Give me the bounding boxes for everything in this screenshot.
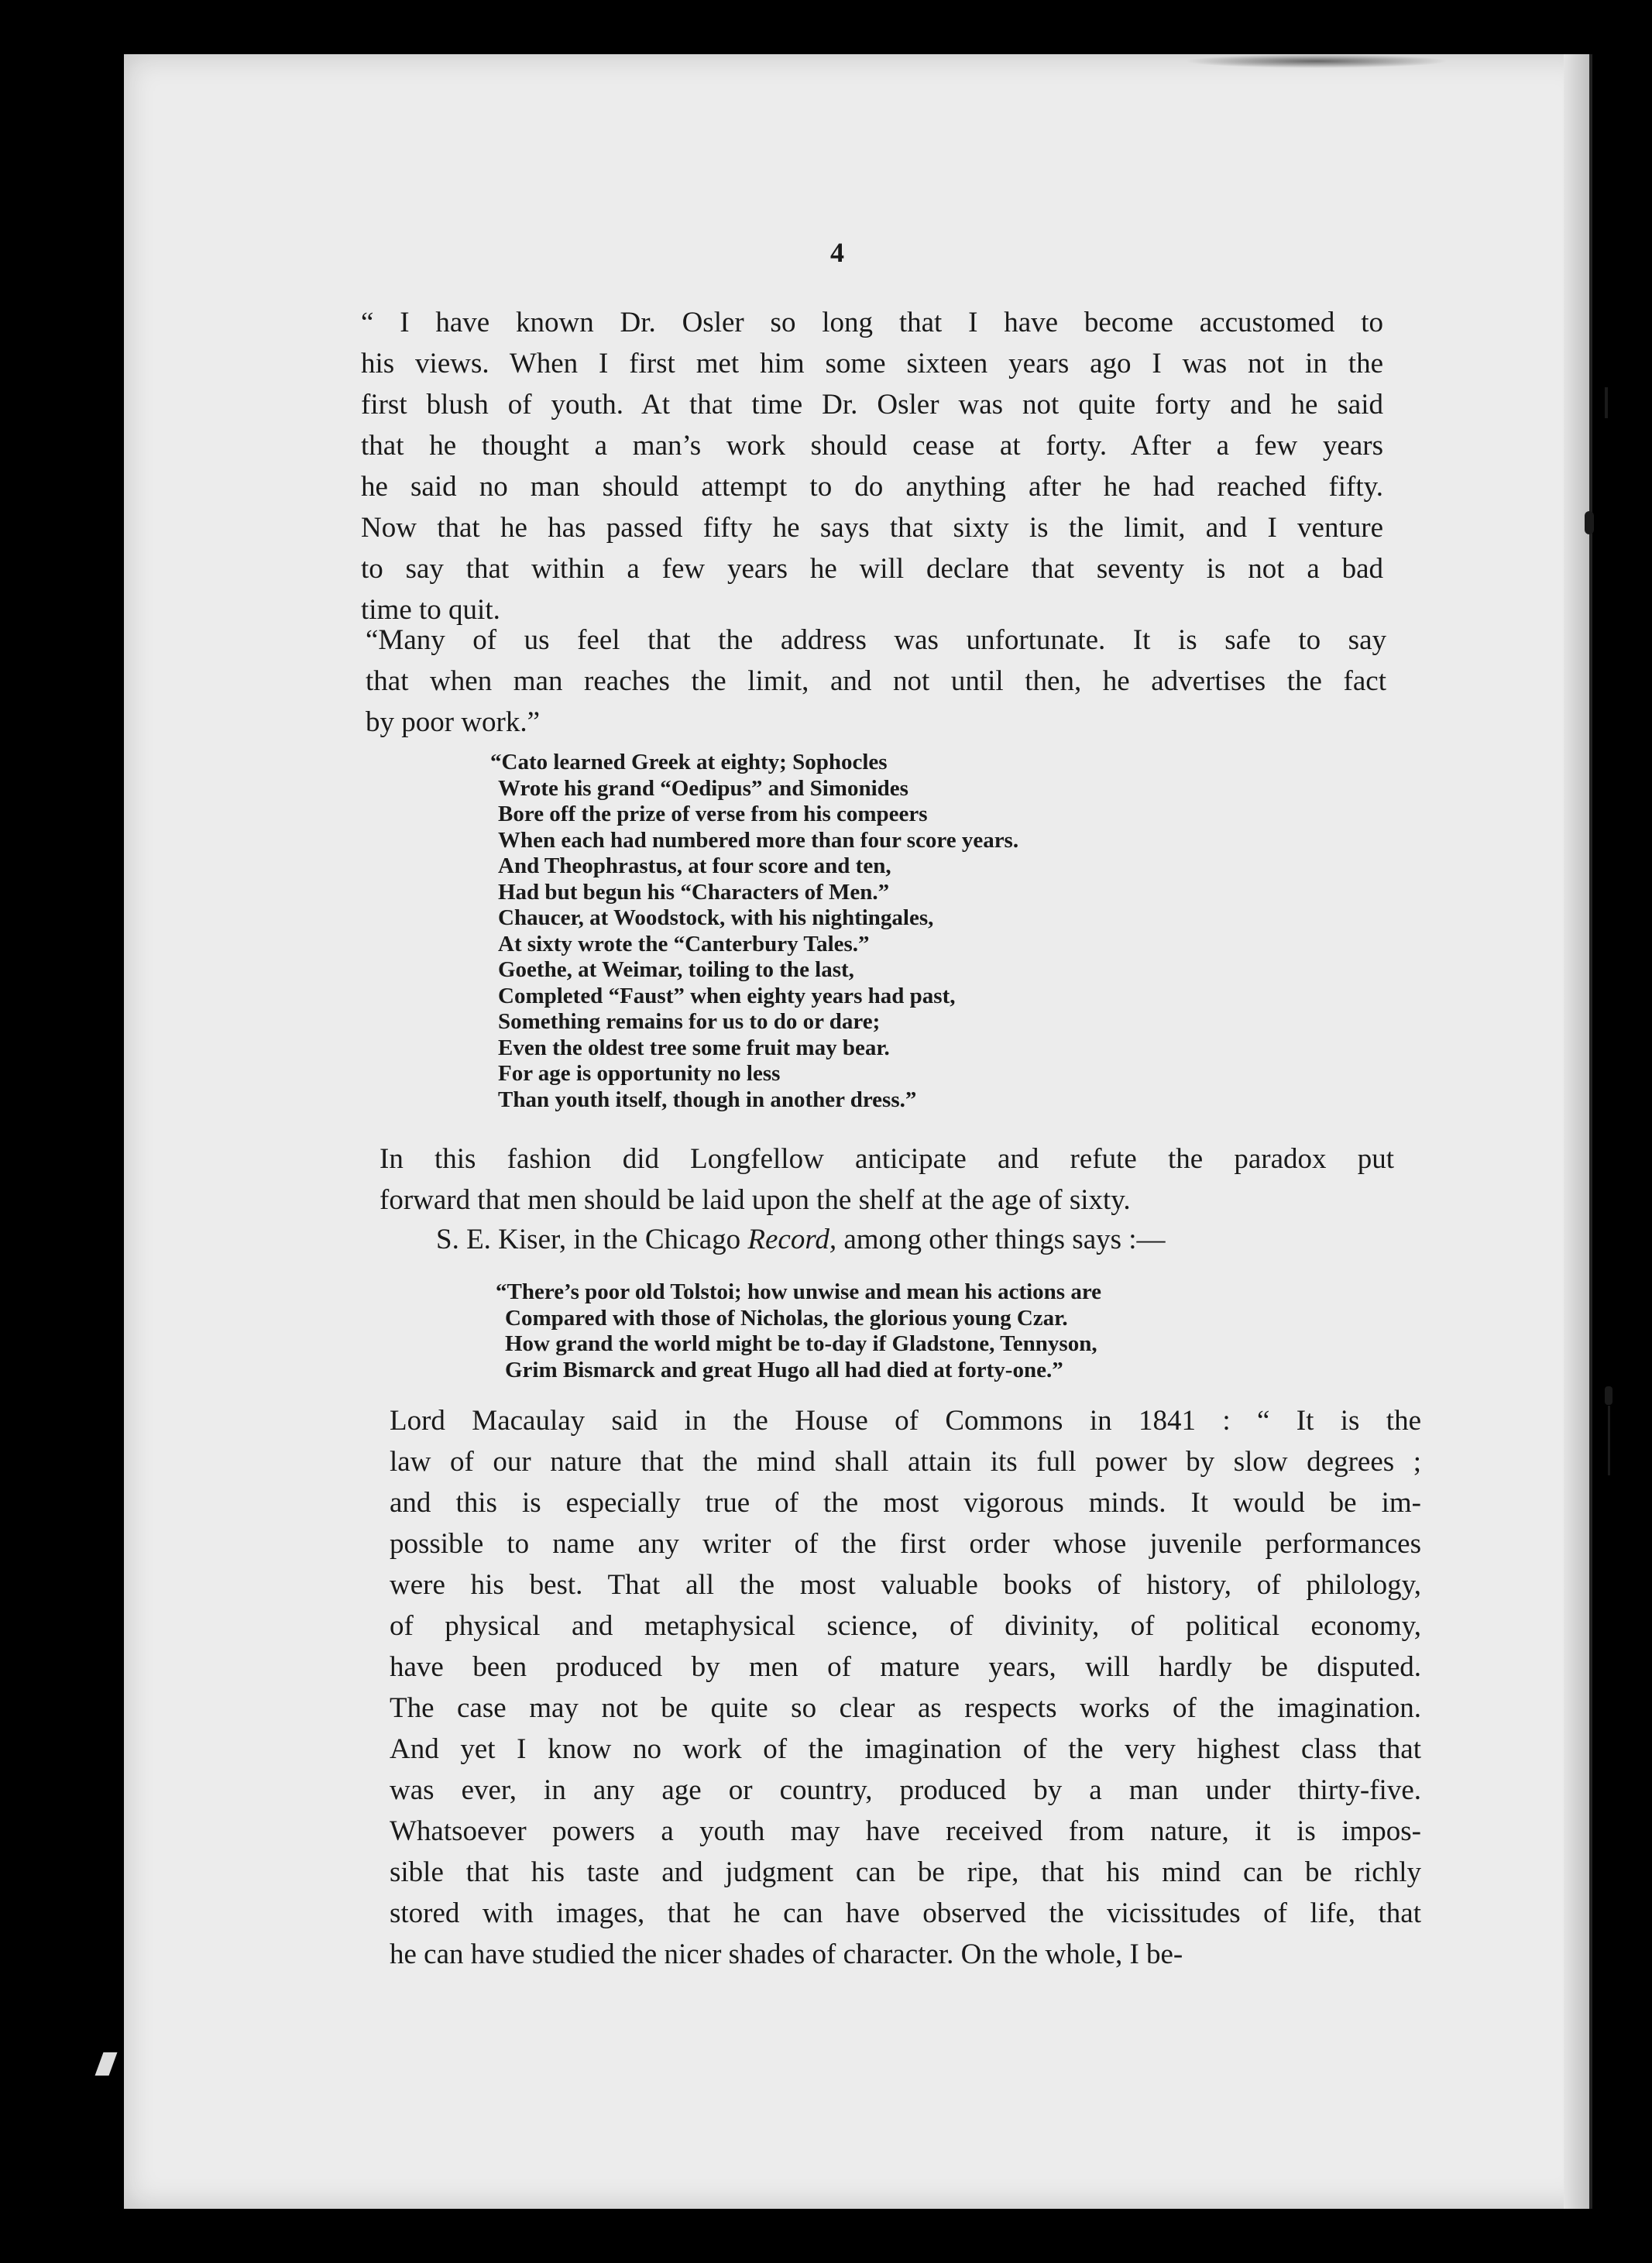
kiser-verse	[496, 1279, 1102, 1383]
verse-line: Compared with those of Nicholas, the glorious young Czar.	[505, 1305, 1068, 1331]
text-line: possible to name any writer of the first order whose juvenile performances	[390, 1528, 1421, 1560]
verse-line: At sixty wrote the “Canterbury Tales.”	[498, 931, 870, 956]
text-line: “ I have known Dr. Osler so long that I have become accustomed to	[361, 307, 1383, 338]
verse-line: When each had numbered more than four score years.	[498, 827, 1019, 853]
verse-line: Bore off the prize of verse from his compeers	[498, 802, 928, 826]
longfellow-paragraph	[380, 1138, 1394, 1221]
longfellow-verse	[490, 750, 1019, 1113]
verse-line: Wrote his grand “Oedipus” and Simonides	[498, 775, 908, 801]
text-line: “Many of us feel that the address was unfortunate. It is safe to say	[366, 624, 1386, 656]
macaulay-paragraph	[390, 1400, 1421, 1975]
text-line: was ever, in any age or country, produced by a man under thirty-five.	[390, 1774, 1421, 1806]
verse-line: Completed “Faust” when eighty years had past,	[498, 983, 956, 1008]
margin-mark	[1608, 1406, 1610, 1475]
text-line: The case may not be quite so clear as respects works of the imagination.	[390, 1692, 1421, 1724]
text-line: of physical and metaphysical science, of divinity, of political economy,	[390, 1610, 1421, 1642]
margin-mark	[1605, 1386, 1613, 1405]
kiser-intro-publication: Record,	[747, 1224, 837, 1255]
verse-line: Something remains for us to do or dare;	[498, 1009, 881, 1034]
text-line: he said no man should attempt to do anything after he had reached fifty.	[361, 471, 1383, 503]
kiser-intro-after: among other things says :—	[836, 1224, 1166, 1255]
margin-mark	[95, 2052, 118, 2076]
text-line: to say that within a few years he will declare that seventy is not a bad	[361, 553, 1383, 585]
verse-line: And Theophrastus, at four score and ten,	[498, 853, 891, 878]
text-line: sible that his taste and judgment can be ripe, that his mind can be richly	[390, 1856, 1421, 1888]
osler-paragraph	[361, 302, 1383, 630]
text-line: have been produced by men of mature years, will hardly be disputed.	[390, 1651, 1421, 1683]
verse-line: Grim Bismarck and great Hugo all had died at forty-one.”	[505, 1357, 1063, 1382]
text-line: and this is especially true of the most vigorous minds. It would be im-	[390, 1487, 1421, 1519]
text-line: stored with images, that he can have observed the vicissitudes of life, that	[390, 1897, 1421, 1929]
text-line: law of our nature that the mind shall attain its full power by slow degrees ;	[390, 1446, 1421, 1478]
page-binding-edge	[1589, 54, 1592, 2209]
verse-line: “There’s poor old Tolstoi; how unwise and mean his actions are	[496, 1279, 1102, 1304]
verse-line: Even the oldest tree some fruit may bear.	[498, 1035, 890, 1060]
text-line: by poor work.”	[366, 706, 541, 738]
text-line: Whatsoever powers a youth may have received from nature, it is impos-	[390, 1815, 1421, 1847]
text-line: And yet I know no work of the imagination of the very highest class that	[390, 1733, 1421, 1765]
text-line: Lord Macaulay said in the House of Commons in 1841 : “ It is the	[390, 1405, 1421, 1437]
margin-mark	[1605, 387, 1608, 418]
verse-line: For age is opportunity no less	[498, 1061, 781, 1086]
verse-line: How grand the world might be to-day if Gladstone, Tennyson,	[505, 1331, 1097, 1356]
ink-smudge	[1185, 54, 1448, 68]
text-line: his views. When I first met him some sixteen years ago I was not in the	[361, 348, 1383, 379]
page-edge-shadow	[1564, 54, 1592, 2209]
text-line: time to quit.	[361, 594, 500, 626]
text-line: were his best. That all the most valuable books of history, of philology,	[390, 1569, 1421, 1601]
verse-line: Chaucer, at Woodstock, with his nightingales,	[498, 905, 934, 930]
margin-mark	[1585, 511, 1594, 534]
text-line: In this fashion did Longfellow anticipate and refute the paradox put	[380, 1143, 1394, 1175]
text-line: forward that men should be laid upon the shelf at the age of sixty.	[380, 1184, 1131, 1216]
verse-line: “Cato learned Greek at eighty; Sophocles	[490, 750, 888, 774]
text-line: that he thought a man’s work should cease at forty. After a few years	[361, 430, 1383, 462]
kiser-intro	[436, 1219, 1396, 1260]
verse-line: Than youth itself, though in another dress.”	[498, 1087, 917, 1112]
text-line: that when man reaches the limit, and not until then, he advertises the fact	[366, 665, 1386, 697]
text-line: he can have studied the nicer shades of character. On the whole, I be-	[390, 1938, 1183, 1970]
text-line: Now that he has passed fifty he says that sixty is the limit, and I venture	[361, 512, 1383, 544]
address-paragraph	[366, 620, 1386, 743]
verse-line: Had but begun his “Characters of Men.”	[498, 879, 890, 905]
text-line: first blush of youth. At that time Dr. Osler was not quite forty and he said	[361, 389, 1383, 421]
page-number: 4	[830, 237, 844, 268]
kiser-intro-before: S. E. Kiser, in the Chicago	[436, 1224, 748, 1255]
verse-line: Goethe, at Weimar, toiling to the last,	[498, 957, 854, 982]
